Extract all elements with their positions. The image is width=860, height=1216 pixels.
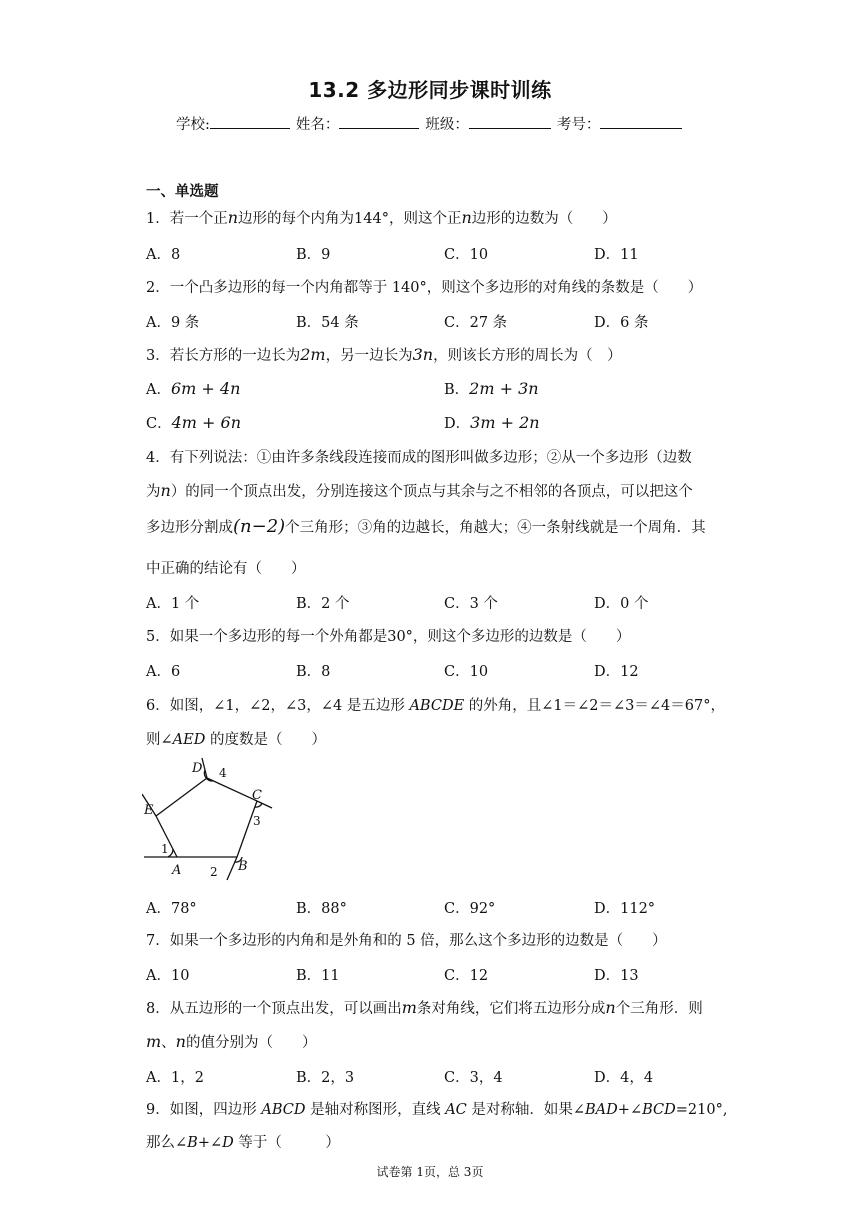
q3-text-c: ，则该长方形的周长为（ ） (433, 348, 622, 364)
name-blank[interactable] (339, 114, 419, 129)
angle-1-arc (168, 849, 173, 857)
school-blank[interactable] (210, 114, 290, 129)
angle-4-label: 4 (219, 766, 227, 780)
q4-text-2b: ）的同一个顶点出发，分别连接这个顶点与其余与之不相邻的各顶点，可以把这个 (170, 484, 693, 500)
q5-option-a[interactable]: A．6 (146, 664, 181, 680)
q1-number: 1． (146, 211, 170, 227)
angle-3-label: 3 (253, 814, 261, 828)
q4-text-3b: 个三角形；③角的边越长，角越大；④一条射线就是一个周角．其 (285, 520, 706, 536)
q8-text-1a: 8．从五边形的一个顶点出发，可以画出 (146, 1001, 402, 1017)
q8-text-1b: 条对角线，它们将五边形分成 (416, 1001, 606, 1017)
q7-option-a[interactable]: A．10 (146, 968, 190, 984)
q6-text-2a: 则∠ (146, 732, 173, 748)
q1-option-a[interactable]: A．8 (146, 247, 181, 263)
question-6-line-1 (146, 694, 725, 715)
q3-option-c-expr: 4m + 6n (171, 413, 242, 432)
q4-option-a[interactable]: A．1 个 (146, 596, 200, 612)
number-label: 考号： (556, 117, 601, 133)
q9-text-1d: +∠ (617, 1102, 643, 1118)
q3-option-d-label: D． (444, 416, 471, 432)
q1-text-a: 若一个正 (169, 211, 228, 227)
q8-text-1c: 个三角形．则 (615, 1001, 703, 1017)
q1-var: n (227, 208, 239, 227)
q1-var2: n (461, 208, 472, 227)
q4-option-b[interactable]: B．2 个 (296, 596, 350, 612)
question-6-line-2 (146, 728, 326, 749)
vertex-d-label: D (192, 761, 203, 776)
q6-text-1a: 6．如图，∠1，∠2，∠3，∠4 是五边形 (146, 698, 410, 714)
question-3 (146, 344, 622, 365)
q2-option-a[interactable]: A．9 条 (146, 315, 200, 331)
side-ed (156, 778, 207, 816)
q6-option-c[interactable]: C．92° (444, 901, 496, 917)
pentagon-figure (142, 756, 278, 882)
q6-option-a[interactable]: A．78° (146, 901, 197, 917)
angle-2-label: 2 (210, 865, 218, 879)
q5-option-c[interactable]: C．10 (444, 664, 489, 680)
q6-var-aed: AED (172, 732, 206, 748)
q3-text-b: ，另一边长为 (325, 348, 413, 364)
q9-text-2b: +∠ (197, 1135, 223, 1151)
class-label: 班级： (425, 117, 469, 133)
extension-line-cb (227, 857, 237, 880)
q4-option-c[interactable]: C．3 个 (444, 596, 498, 612)
number-blank[interactable] (600, 114, 682, 129)
vertex-b-label: B (238, 859, 248, 874)
q8-var-m: m (401, 998, 417, 1017)
q1-text-b: 边形的每个内角为144°，则这个正 (238, 211, 462, 227)
q9-var-bcd: BCD (642, 1102, 676, 1118)
q3-var1: 2m (300, 345, 326, 364)
q9-var-bad: BAD (585, 1102, 618, 1118)
q5-option-b[interactable]: B．8 (296, 664, 331, 680)
question-8-line-1 (146, 997, 703, 1018)
question-4-line-4: 中正确的结论有（ ） (146, 561, 306, 577)
q6-text-2b: 的度数是（ ） (205, 732, 326, 748)
q4-expr: (n−2) (233, 516, 286, 537)
vertex-e-label: E (144, 803, 154, 818)
question-2: 2．一个凸多边形的每一个内角都等于 140°，则这个多边形的对角线的条数是（ ） (146, 280, 703, 296)
q3-option-c[interactable] (146, 412, 241, 433)
q1-text-c: 边形的边数为（ ） (471, 211, 617, 227)
q9-text-2c: 等于（ ） (233, 1135, 340, 1151)
q8-option-c[interactable]: C．3，4 (444, 1070, 503, 1086)
name-label: 姓名： (295, 117, 340, 133)
q3-option-d[interactable] (444, 412, 540, 433)
student-info-line (176, 113, 688, 134)
q1-option-c[interactable]: C．10 (444, 247, 489, 263)
q6-var-abcde: ABCDE (409, 698, 465, 714)
q6-option-b[interactable]: B．88° (296, 901, 347, 917)
side-dc (207, 778, 257, 801)
q9-text-1a: 9．如图，四边形 (146, 1102, 262, 1118)
q3-option-b-label: B． (444, 382, 470, 398)
section-heading: 一、单选题 (146, 184, 219, 200)
q9-text-2a: 那么∠ (146, 1135, 188, 1151)
q5-option-d[interactable]: D．12 (594, 664, 639, 680)
q3-option-a-label: A． (146, 382, 171, 398)
class-blank[interactable] (469, 114, 551, 129)
q4-option-d[interactable]: D．0 个 (594, 596, 649, 612)
q7-option-b[interactable]: B．11 (296, 968, 340, 984)
q2-option-d[interactable]: D．6 条 (594, 315, 649, 331)
q3-option-c-label: C． (146, 416, 172, 432)
q7-option-c[interactable]: C．12 (444, 968, 489, 984)
q9-var-ac: AC (445, 1102, 467, 1118)
q3-text-a: 3．若长方形的一边长为 (146, 348, 301, 364)
side-cb (237, 801, 257, 857)
question-9-line-2 (146, 1131, 340, 1152)
q8-option-d[interactable]: D．4，4 (594, 1070, 654, 1086)
q3-option-a[interactable] (146, 378, 240, 399)
q3-option-d-expr: 3m + 2n (470, 413, 540, 432)
question-8-line-2 (146, 1031, 316, 1052)
question-4-line-3 (146, 516, 706, 537)
q4-text-2a: 为 (146, 484, 161, 500)
question-4-line-1: 4．有下列说法：①由许多条线段连接而成的图形叫做多边形；②从一个多边形（边数 (146, 450, 692, 466)
question-7: 7．如果一个多边形的内角和是外角和的 5 倍，那么这个多边形的边数是（ ） (146, 933, 667, 949)
q3-var2: 3n (412, 345, 434, 364)
question-5: 5．如果一个多边形的每一个外角都是30°，则这个多边形的边数是（ ） (146, 629, 631, 645)
q8-var-n: n (605, 998, 616, 1017)
q3-option-b-expr: 2m + 3n (469, 379, 539, 398)
q1-option-d[interactable]: D．11 (594, 247, 639, 263)
q9-text-1e: =210°, (675, 1102, 728, 1118)
q4-text-3a: 多边形分割成 (146, 520, 233, 536)
q9-text-1b: 是轴对称图形，直线 (305, 1102, 446, 1118)
q6-option-d[interactable]: D．112° (594, 901, 656, 917)
q8-text-2b: 的值分别为（ ） (185, 1035, 317, 1051)
angle-1-label: 1 (161, 842, 169, 856)
q4-var: n (160, 481, 171, 500)
q3-option-b[interactable] (444, 378, 539, 399)
q1-option-b[interactable]: B．9 (296, 247, 331, 263)
page-footer: 试卷第 1页，总 3页 (376, 1165, 484, 1179)
q9-var-abcd: ABCD (261, 1102, 306, 1118)
q9-var-d: D (222, 1135, 234, 1151)
vertex-a-label: A (172, 863, 182, 878)
q9-var-b: B (187, 1135, 198, 1151)
question-1 (146, 207, 617, 228)
q8-var-n2: n (175, 1032, 186, 1051)
q3-option-a-expr: 6m + 4n (170, 379, 241, 398)
q6-text-1b: 的外角，且∠1＝∠2＝∠3＝∠4＝67°， (464, 698, 725, 714)
question-9-line-1 (146, 1098, 727, 1119)
q9-text-1c: 是对称轴．如果∠ (466, 1102, 586, 1118)
q8-option-b[interactable]: B．2，3 (296, 1070, 355, 1086)
q8-option-a[interactable]: A．1，2 (146, 1070, 204, 1086)
q8-var-m2: m (146, 1032, 162, 1051)
q7-option-d[interactable]: D．13 (594, 968, 639, 984)
q8-text-2a: 、 (161, 1035, 176, 1051)
school-label: 学校: (176, 117, 210, 133)
vertex-c-label: C (252, 788, 262, 803)
q2-option-b[interactable]: B．54 条 (296, 315, 359, 331)
question-4-line-2 (146, 480, 693, 501)
page-title: 13.2 多边形同步课时训练 (308, 78, 552, 102)
q2-option-c[interactable]: C．27 条 (444, 315, 508, 331)
